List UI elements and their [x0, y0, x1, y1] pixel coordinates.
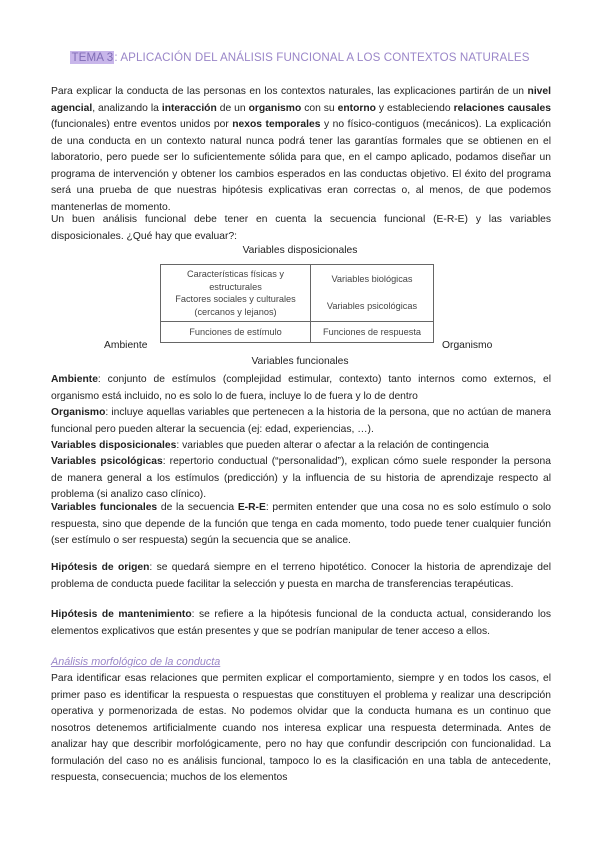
variables-table	[160, 264, 434, 343]
bold-term: Hipótesis de origen	[51, 562, 150, 573]
intro-paragraph	[51, 84, 551, 216]
figure-right-label: Organismo	[442, 340, 493, 351]
figure-top-label: Variables disposicionales	[242, 245, 358, 256]
text-run: : variables que pueden alterar o afectar a la relación de contingencia	[176, 440, 489, 451]
text-run: : permiten entender que una cosa no es solo estímulo o solo respuesta, sino que depende de la función que tenga en cada momento, todo puede tener cualquier función (ser estímulo o ser respuesta) según la secuencia que se analice.	[51, 502, 552, 546]
bold-term: entorno	[337, 102, 376, 114]
bold-term: interacción	[161, 102, 217, 114]
def-psicologicas	[51, 454, 551, 504]
cell-stimulus-functions: Funciones de estímulo	[161, 322, 311, 343]
title-highlight: TEMA 3	[71, 51, 114, 64]
text-run: y no físico-contiguos (mecánicos). La explicación de una conducta en un contexto natural nunca podrá tener las garantías formales que se obtienen en el laboratorio, pero puede ser lo suficientemente sólida para que, en el campo aplicado, podamos diseñar un programa de intervención y obtener los cambios esperados en las conductas objetivo. El éxito del programa será una prueba de que nuestras hipótesis explicativas eran correctas o, al menos, de que podemos mantenerlas de momento.	[51, 119, 552, 213]
text-run: (funcionales) entre eventos unidos por	[51, 119, 233, 130]
bold-term: Variables disposicionales	[51, 440, 177, 451]
bold-term: Organismo	[51, 407, 106, 418]
text-run: con su	[301, 102, 338, 114]
bold-term: relaciones causales	[453, 102, 551, 114]
def-organismo	[51, 405, 551, 438]
hyp-mantenimiento	[51, 607, 551, 640]
bold-term: organismo	[248, 102, 302, 114]
def-ambiente	[51, 372, 551, 405]
figure-bottom-label: Variables funcionales	[251, 356, 349, 367]
bold-term: nexos temporales	[232, 119, 321, 130]
bold-term: Hipótesis de mantenimiento	[51, 609, 192, 620]
cell-physical-social: Características físicas y estructurales Factores sociales y culturales (cercanos y lejanos)	[161, 265, 311, 322]
text-run: : repertorio conductual (“personalidad”), explican cómo suele responder la persona de manera general a los estímulos (predicción) y la influencia de su historia de aprendizaje respecto al problema (si analizo caso clínico).	[51, 456, 551, 500]
text-run: : se refiere a la hipótesis funcional de la conducta actual, considerando los elementos explicativos que están presentes y que se podrían manipular de tener acceso a ellos.	[51, 609, 551, 637]
bold-term: nivel agencial	[51, 86, 551, 114]
text-run: : conjunto de estímulos (complejidad estimular, contexto) tanto internos como externos, el organismo está incluido, no es solo lo de fuera, incluye lo de fuera y lo de dentro	[51, 374, 551, 402]
page-title	[0, 51, 600, 64]
intro2-paragraph: Un buen análisis funcional debe tener en cuenta la secuencia funcional (E-R-E) y las variables disposicionales. ¿Qué hay que evaluar?:	[51, 214, 551, 242]
text-run: y estableciendo	[375, 102, 454, 114]
hyp-origen	[51, 560, 551, 593]
text-run: : incluye aquellas variables que pertenecen a la historia de la persona, que no actúan de manera funcional pero pueden alterar la secuencia (ej: edad, experiencias, …).	[51, 407, 551, 435]
text-run: : se quedará siempre en el terreno hipotético. Conocer la historia de aprendizaje del problema de conducta puede facilitar la selección y puesta en marcha de transferencias terapéuticas.	[51, 562, 551, 590]
bold-term: E-R-E	[237, 502, 266, 513]
text-run: de la secuencia	[157, 502, 238, 513]
bold-term: Ambiente	[51, 374, 98, 385]
bold-term: Variables funcionales	[51, 502, 158, 513]
title-text: : APLICACIÓN DEL ANÁLISIS FUNCIONAL A LOS CONTEXTOS NATURALES	[114, 51, 530, 64]
cell-response-functions: Funciones de respuesta	[311, 322, 434, 343]
def-disposicionales	[51, 438, 551, 455]
cell-biological-psychological: Variables biológicas Variables psicológicas	[311, 265, 434, 322]
text-run: Para explicar la conducta de las personas en los contextos naturales, las explicaciones partirán de un	[51, 86, 528, 97]
bold-term: Variables psicológicas	[51, 456, 163, 467]
def-funcionales	[51, 500, 551, 550]
figure-left-label: Ambiente	[104, 340, 148, 351]
text-run: de un	[216, 102, 249, 114]
section-heading: Análisis morfológico de la conducta	[51, 656, 221, 668]
section-paragraph: Para identificar esas relaciones que permiten explicar el comportamiento, siempre y en todos los casos, el primer paso es identificar la respuesta o respuestas que constituyen el problema y realizar una descripción operativa y pormenorizada de estas. No podemos olvidar que la conducta humana es un continuo que nosotros detenemos artificialmente cuando nos interesa explicar una respuesta determinada. Antes de analizar hay que describir morfológicamente, pero no hay que confundir descripción con funcionalidad. La formulación del caso no es análisis funcional, tampoco lo es la clasificación en una tabla de antecedente, respuesta, consecuencia; muchos de los elementos	[51, 673, 551, 783]
text-run: , analizando la	[92, 102, 162, 114]
